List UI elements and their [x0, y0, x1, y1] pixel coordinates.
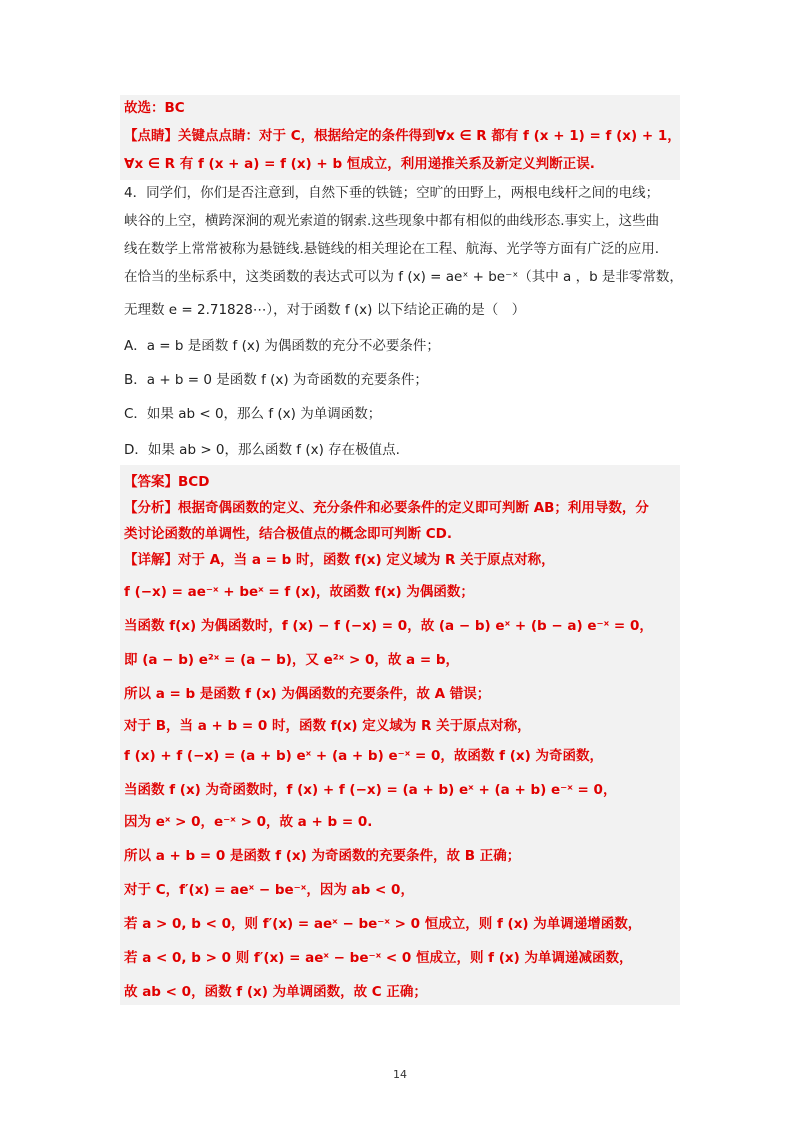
- detail-line-7: f (x) + f (−x) = (a + b) eˣ + (a + b) e⁻ˣ = 0，故函数 f (x) 为奇函数，: [124, 748, 603, 764]
- detail-line-3: 当函数 f(x) 为偶函数时，f (x) − f (−x) = 0，故 (a − b) eˣ + (b − a) e⁻ˣ = 0，: [124, 618, 653, 634]
- question-line-2: 峡谷的上空，横跨深涧的观光索道的钢索.这些现象中都有相似的曲线形态.事实上，这些曲: [124, 213, 660, 229]
- detail-line-2: f (−x) = ae⁻ˣ + beˣ = f (x)，故函数 f(x) 为偶函数；: [124, 584, 474, 600]
- question-line-4: 在恰当的坐标系中，这类函数的表达式可以为 f (x) = aeˣ + be⁻ˣ（其中 a ，b 是非零常数，: [124, 269, 683, 285]
- detail-line-13: 若 a < 0, b > 0 则 f′(x) = aeˣ − be⁻ˣ < 0 恒成立，则 f (x) 为单调递减函数，: [124, 950, 633, 966]
- option-c: C．如果 ab < 0，那么 f (x) 为单调函数；: [124, 406, 382, 422]
- question-line-1: 4．同学们，你们是否注意到，自然下垂的铁链；空旷的田野上，两根电线杆之间的电线；: [124, 185, 660, 201]
- detail-line-1: 【详解】对于 A，当 a = b 时，函数 f(x) 定义域为 R 关于原点对称，: [124, 552, 555, 568]
- detail-line-11: 对于 C，f′(x) = aeˣ − be⁻ˣ，因为 ab < 0，: [124, 882, 414, 898]
- detail-line-12: 若 a > 0, b < 0，则 f′(x) = aeˣ − be⁻ˣ > 0 恒成立，则 f (x) 为单调递增函数，: [124, 916, 642, 932]
- detail-line-14: 故 ab < 0，函数 f (x) 为单调函数，故 C 正确；: [124, 984, 427, 1000]
- detail-line-6: 对于 B，当 a + b = 0 时，函数 f(x) 定义域为 R 关于原点对称，: [124, 718, 531, 734]
- detail-line-8: 当函数 f (x) 为奇函数时，f (x) + f (−x) = (a + b) eˣ + (a + b) e⁻ˣ = 0，: [124, 782, 617, 798]
- answer-prev: 故选：BC: [124, 100, 185, 116]
- detail-line-5: 所以 a = b 是函数 f (x) 为偶函数的充要条件，故 A 错误；: [124, 686, 491, 702]
- dianjing-line-1: 【点睛】关键点点睛：对于 C，根据给定的条件得到∀x ∈ R 都有 f (x + 1) = f (x) + 1，: [124, 128, 681, 144]
- page-number: 14: [393, 1068, 407, 1081]
- analysis-line-2: 类讨论函数的单调性，结合极值点的概念即可判断 CD.: [124, 526, 452, 542]
- question-line-3: 线在数学上常常被称为悬链线.悬链线的相关理论在工程、航海、光学等方面有广泛的应用.: [124, 241, 660, 257]
- option-d: D．如果 ab > 0，那么函数 f (x) 存在极值点.: [124, 442, 400, 458]
- option-a: A．a = b 是函数 f (x) 为偶函数的充分不必要条件；: [124, 338, 440, 354]
- dianjing-line-2: ∀x ∈ R 有 f (x + a) = f (x) + b 恒成立，利用递推关系及新定义判断正误.: [124, 156, 595, 172]
- detail-line-9: 因为 eˣ > 0，e⁻ˣ > 0，故 a + b = 0.: [124, 814, 373, 830]
- detail-line-4: 即 (a − b) e²ˣ = (a − b)，又 e²ˣ > 0，故 a = b，: [124, 652, 460, 668]
- detail-line-10: 所以 a + b = 0 是函数 f (x) 为奇函数的充要条件，故 B 正确；: [124, 848, 521, 864]
- option-b: B．a + b = 0 是函数 f (x) 为奇函数的充要条件；: [124, 372, 428, 388]
- answer-label: 【答案】BCD: [124, 474, 210, 490]
- question-line-5: 无理数 e = 2.71828⋯），对于函数 f (x) 以下结论正确的是（ ）: [124, 302, 526, 318]
- analysis-line-1: 【分析】根据奇偶函数的定义、充分条件和必要条件的定义即可判断 AB；利用导数，分: [124, 500, 649, 516]
